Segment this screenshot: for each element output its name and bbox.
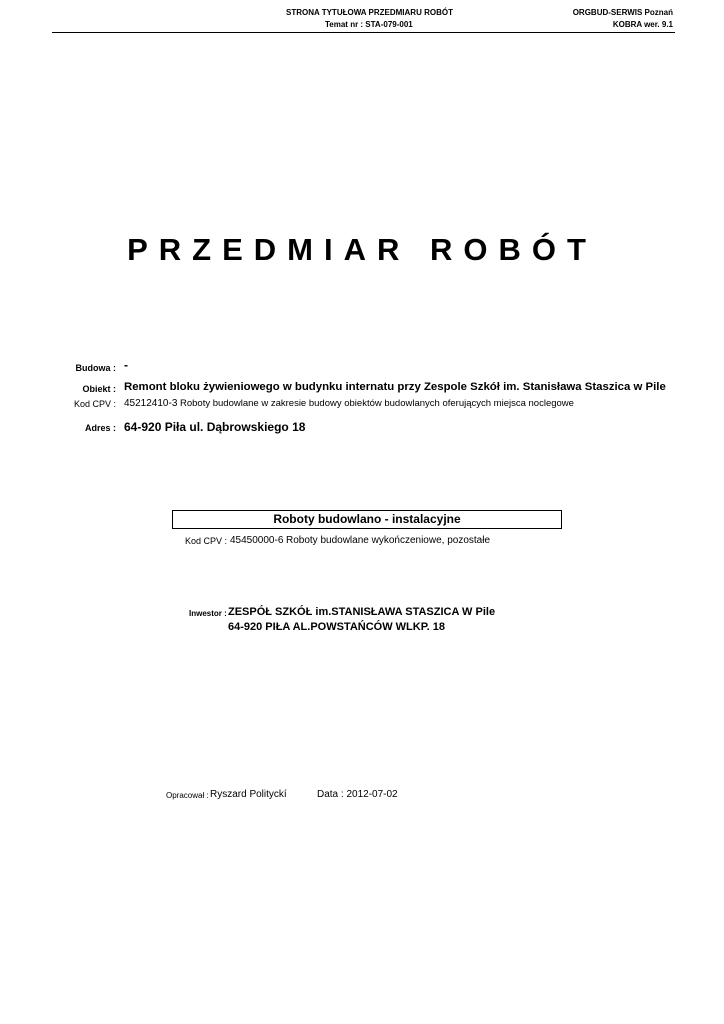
obiekt-label: Obiekt : xyxy=(82,384,116,394)
kod-cpv-description: Roboty budowlane w zakresie budowy obiektów budowlanych oferujących miejsca noclegowe xyxy=(180,398,574,409)
header-divider xyxy=(52,32,675,33)
kod-cpv-code: 45212410-3 xyxy=(124,398,178,409)
opracowal-label: Opracował : xyxy=(166,791,209,800)
budowa-value: - xyxy=(124,358,128,372)
inwestor-line1: ZESPÓŁ SZKÓŁ im.STANISŁAWA STASZICA W Pile xyxy=(228,606,496,618)
header-software: KOBRA wer. 9.1 xyxy=(612,20,673,29)
adres-label: Adres : xyxy=(84,423,116,433)
inwestor-label: Inwestor : xyxy=(189,609,227,618)
budowa-label: Budowa : xyxy=(75,363,116,373)
section-kod-description: Roboty budowlane wykończeniowe, pozostałe xyxy=(286,535,491,546)
section-title-box: Roboty budowlano - instalacyjne xyxy=(172,510,562,529)
section-kod-label: Kod CPV : xyxy=(185,536,228,546)
header-company: ORGBUD-SERWIS Poznań xyxy=(572,8,673,17)
header-topic: Temat nr : STA-079-001 xyxy=(325,20,413,29)
header-title: STRONA TYTUŁOWA PRZEDMIARU ROBÓT xyxy=(286,8,453,17)
obiekt-value: Remont bloku żywieniowego w budynku internatu przy Zespole Szkół im. Stanisława Staszica w Pile xyxy=(124,381,666,393)
kod-cpv-label: Kod CPV : xyxy=(73,399,116,409)
data-value: Data : 2012-07-02 xyxy=(317,789,398,800)
inwestor-line2: 64-920 PIŁA AL.POWSTAŃCÓW WLKP. 18 xyxy=(228,621,445,633)
section-kod-code: 45450000-6 xyxy=(230,535,284,546)
page-title: PRZEDMIAR ROBÓT xyxy=(127,232,597,267)
adres-value: 64-920 Piła ul. Dąbrowskiego 18 xyxy=(124,420,306,434)
opracowal-value: Ryszard Polityckí xyxy=(210,789,287,800)
